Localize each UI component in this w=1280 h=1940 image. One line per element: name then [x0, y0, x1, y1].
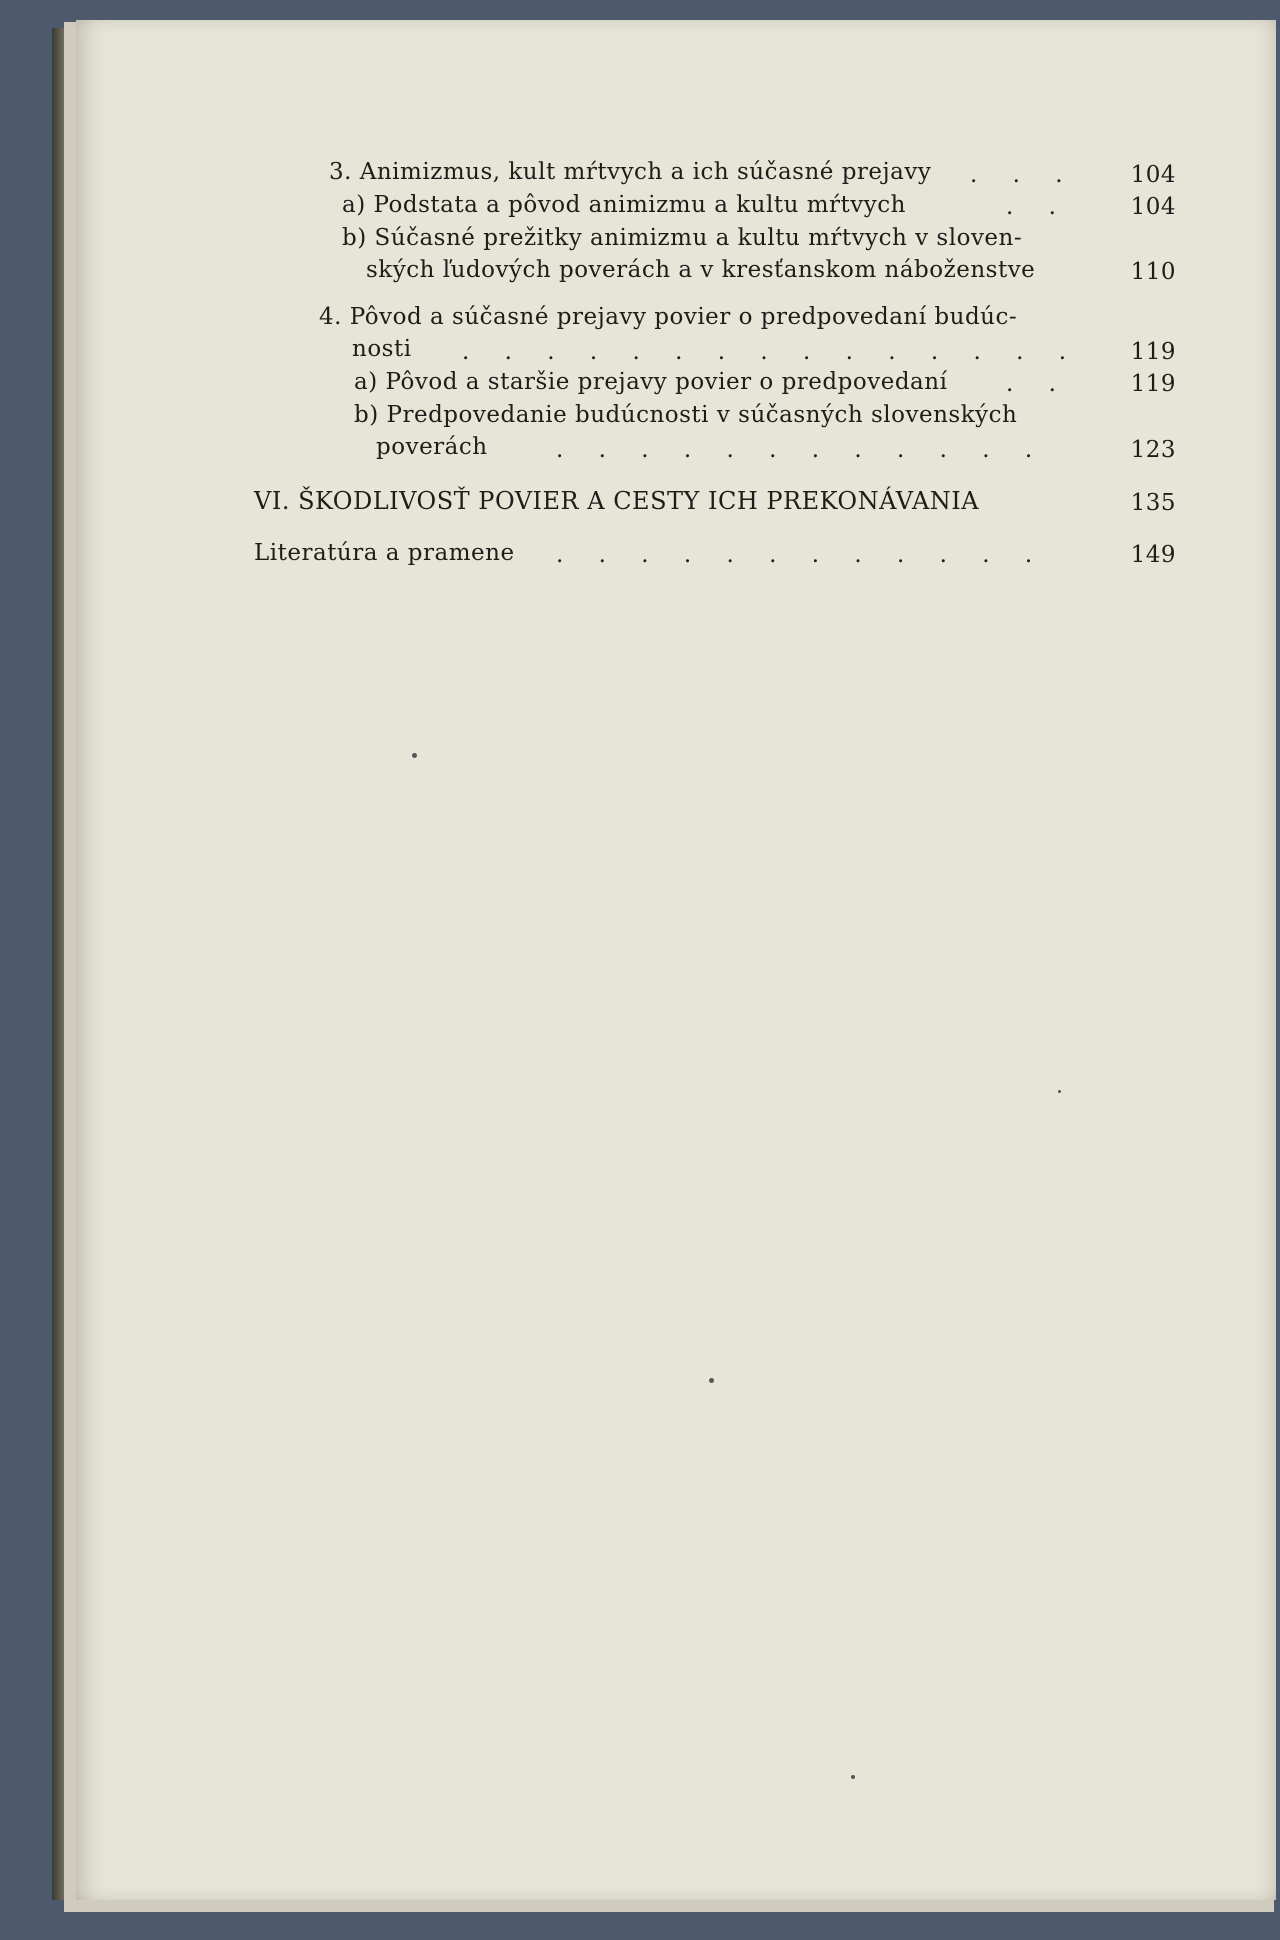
book-page: [76, 20, 1276, 1900]
paper-speck: [709, 1378, 714, 1383]
toc-entry-4-line2: nosti: [352, 336, 412, 362]
toc-entry-3-title: 3. Animizmus, kult mŕtvych a ich súčasné prejavy: [329, 159, 932, 185]
toc-entry-4b-dots: . . . . . . . . . . . .: [556, 437, 1047, 463]
toc-entry-3b-page: 110: [1130, 259, 1176, 285]
toc-entry-4b-line2: poverách: [376, 434, 488, 460]
toc-entry-4-page: 119: [1130, 339, 1176, 365]
toc-literature-page: 149: [1130, 542, 1176, 568]
toc-entry-4a-page: 119: [1130, 371, 1176, 397]
toc-literature-dots: . . . . . . . . . . . .: [556, 542, 1047, 568]
toc-entry-4b-page: 123: [1130, 437, 1176, 463]
paper-speck: [851, 1775, 855, 1779]
toc-entry-3b-line1: b) Súčasné prežitky animizmu a kultu mŕtvych v sloven-: [342, 225, 1023, 251]
paper-speck: [1058, 1090, 1061, 1093]
toc-entry-4-dots: . . . . . . . . . . . . . . .: [462, 339, 1081, 365]
table-of-contents: [76, 20, 1276, 620]
toc-entry-4-line1: 4. Pôvod a súčasné prejavy povier o predpovedaní budúc-: [319, 304, 1018, 330]
toc-entry-3-page: 104: [1130, 162, 1176, 188]
toc-entry-3a-page: 104: [1130, 194, 1176, 220]
toc-chapter-vi-page: 135: [1130, 490, 1176, 516]
toc-entry-3a-title: a) Podstata a pôvod animizmu a kultu mŕtvych: [342, 192, 906, 218]
toc-entry-3b-line2: ských ľudových poverách a v kresťanskom náboženstve: [366, 257, 1036, 283]
toc-entry-4a-title: a) Pôvod a staršie prejavy povier o predpovedaní: [354, 369, 948, 395]
toc-chapter-vi-title: VI. ŠKODLIVOSŤ POVIER A CESTY ICH PREKONÁVANIA: [254, 487, 980, 515]
toc-literature-title: Literatúra a pramene: [254, 540, 515, 566]
toc-entry-3-dots: . . .: [970, 162, 1077, 188]
toc-entry-4a-dots: . .: [1006, 371, 1070, 397]
paper-speck: [412, 753, 417, 758]
toc-entry-4b-line1: b) Predpovedanie budúcnosti v súčasných slovenských: [354, 402, 1018, 428]
toc-entry-3a-dots: . .: [1006, 194, 1070, 220]
